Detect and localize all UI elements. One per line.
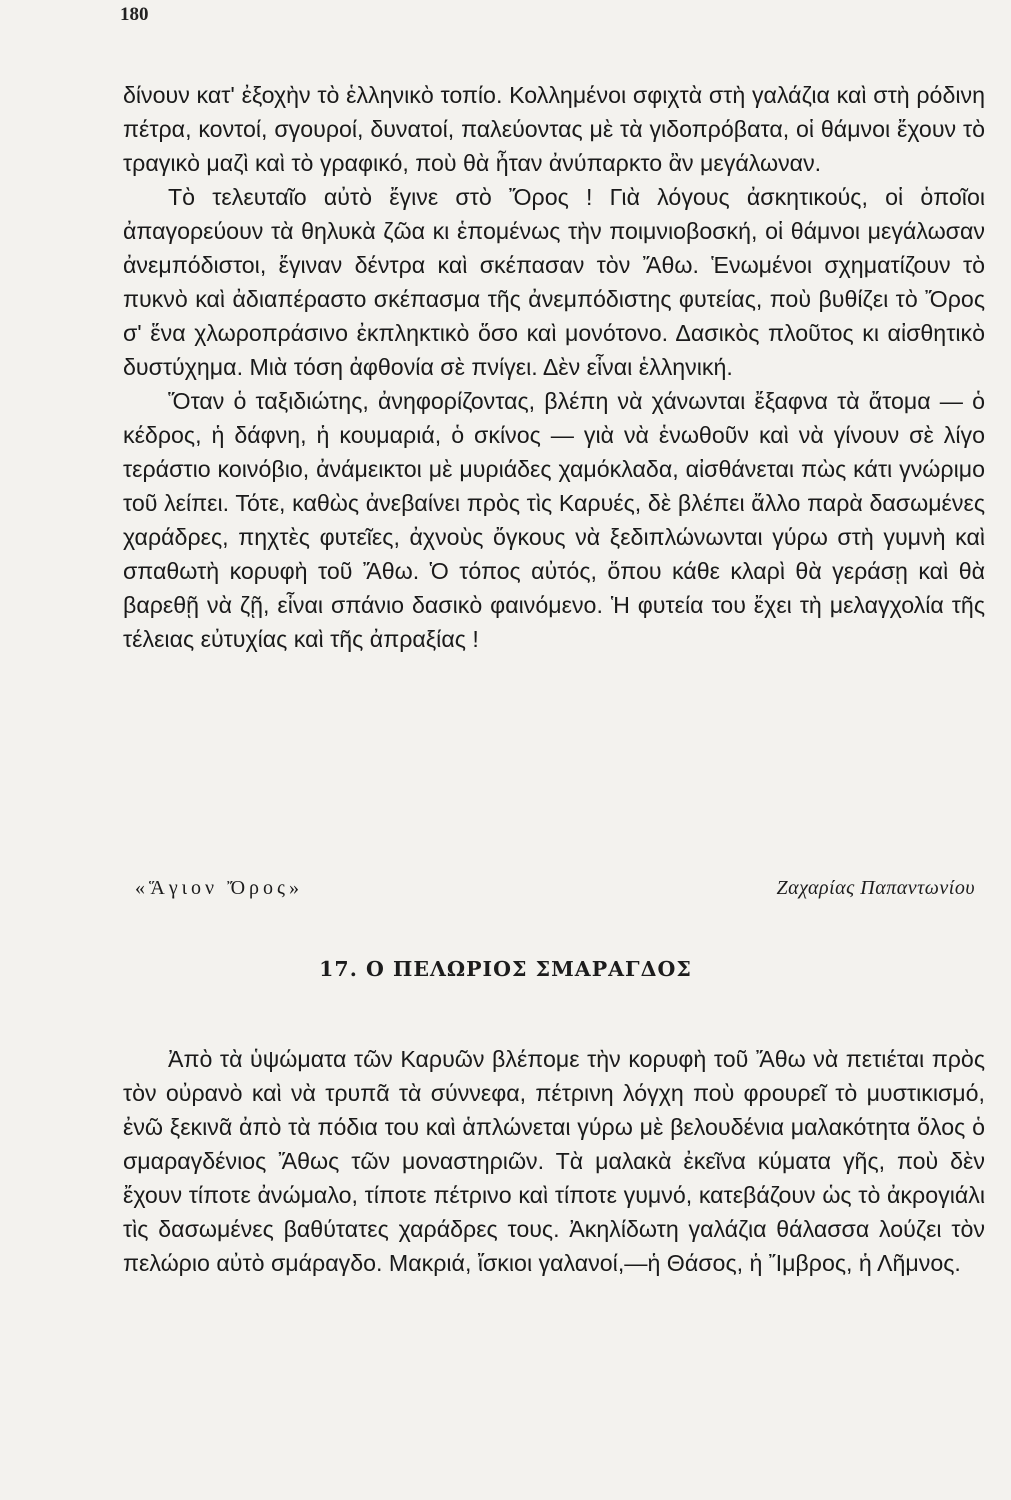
paragraph-1: δίνουν κατ' ἐξοχὴν τὸ ἑλληνικὸ τοπίο. Κολλημένοι σφιχτὰ στὴ γαλάζια καὶ στὴ ρόδινη πέτρα, κοντοί, σγουροί, δυνατοί, παλεύοντας μὲ τὰ γιδοπρόβατα, οἱ θάμνοι ἔχουν τὸ τραγικὸ μαζὶ καὶ τὸ γραφικό, ποὺ θὰ ἦταν ἀνύπαρκτο ἂν μεγάλωναν. (123, 82, 985, 176)
chapter-text (123, 1042, 985, 1280)
attribution (123, 871, 985, 905)
page-number: 180 (120, 4, 149, 25)
section-text (123, 78, 985, 656)
source-title: «Ἅγιον Ὄρος» (135, 877, 303, 899)
paragraph-2: Τὸ τελευταῖο αὐτὸ ἔγινε στὸ Ὄρος ! Γιὰ λόγους ἀσκητικούς, οἱ ὁποῖοι ἀπαγορεύουν τὰ θηλυκὰ ζῶα κι ἑπομένως τὴν ποιμνιοβοσκή, οἱ θάμνοι μεγάλωσαν ἀνεμπόδιστοι, ἔγιναν δέντρα καὶ σκέπασαν τὸν Ἄθω. Ἑνωμένοι σχηματίζουν τὸ πυκνὸ καὶ ἀδιαπέραστο σκέπασμα τῆς ἀνεμπόδιστης φυτείας, ποὺ βυθίζει τὸ Ὄρος σ' ἕνα χλωροπράσινο ἐκπληκτικὸ ὅσο καὶ μονότονο. Δασικὸς πλοῦτος κι αἰσθητικὸ δυστύχημα. Μιὰ τόση ἀφθονία σὲ πνίγει. Δὲν εἶναι ἑλληνική. (123, 184, 985, 380)
chapter-title: 17. Ο ΠΕΛΩΡΙΟΣ ΣΜΑΡΑΓΔΟΣ (319, 957, 692, 981)
chapter-paragraph-1: Ἀπὸ τὰ ὑψώματα τῶν Καρυῶν βλέπομε τὴν κορυφὴ τοῦ Ἄθω νὰ πετιέται πρὸς τὸν οὐρανὸ καὶ νὰ τρυπᾶ τὰ σύννεφα, πέτρινη λόγχη ποὺ φρουρεῖ τὸ μυστικισμό, ἐνῶ ξεκινᾶ ἀπὸ τὰ πόδια του καὶ ἁπλώνεται γύρω μὲ βελουδένια μαλακότητα ὅλος ὁ σμαραγδένιος Ἄθως τῶν μοναστηριῶν. Τὰ μαλακὰ ἐκεῖνα κύματα γῆς, ποὺ δὲν ἔχουν τίποτε ἀνώμαλο, τίποτε πέτρινο καὶ τίποτε γυμνό, κατεβάζουν ὡς τὸ ἀκρογιάλι τὶς δασωμένες βαθύτατες χαράδρες τους. Ἀκηλίδωτη γαλάζια θάλασσα λούζει τὸν πελώριο αὐτὸ σμάραγδο. Μακριά, ἴσκιοι γαλανοί,—ἡ Θάσος, ἡ Ἴμβρος, ἡ Λῆμνος. (123, 1046, 985, 1276)
paragraph-3: Ὅταν ὁ ταξιδιώτης, ἀνηφορίζοντας, βλέπη νὰ χάνωνται ἔξαφνα τὰ ἄτομα — ὁ κέδρος, ἡ δάφνη, ἡ κουμαριά, ὁ σκίνος — γιὰ νὰ ἑνωθοῦν καὶ νὰ γίνουν σὲ λίγο τεράστιο κοινόβιο, ἀνάμεικτοι μὲ μυριάδες χαμόκλαδα, αἰσθάνεται πὼς κάτι γνώριμο τοῦ λείπει. Τότε, καθὼς ἀνεβαίνει πρὸς τὶς Καρυές, δὲ βλέπει ἄλλο παρὰ δασωμένες χαράδρες, πηχτὲς φυτεῖες, ἀχνοὺς ὄγκους νὰ ξεδιπλώνωνται γύρω στὴ γυμνὴ καὶ σπαθωτὴ κορυφὴ τοῦ Ἄθω. Ὁ τόπος αὐτός, ὅπου κάθε κλαρὶ θὰ γεράσῃ καὶ θὰ βαρεθῇ νὰ ζῇ, εἶναι σπάνιο δασικὸ φαινόμενο. Ἡ φυτεία του ἔχει τὴ μελαγχολία τῆς τέλειας εὐτυχίας καὶ τῆς ἀπραξίας ! (123, 388, 985, 652)
author-name: Ζαχαρίας Παπαντωνίου (776, 877, 975, 899)
